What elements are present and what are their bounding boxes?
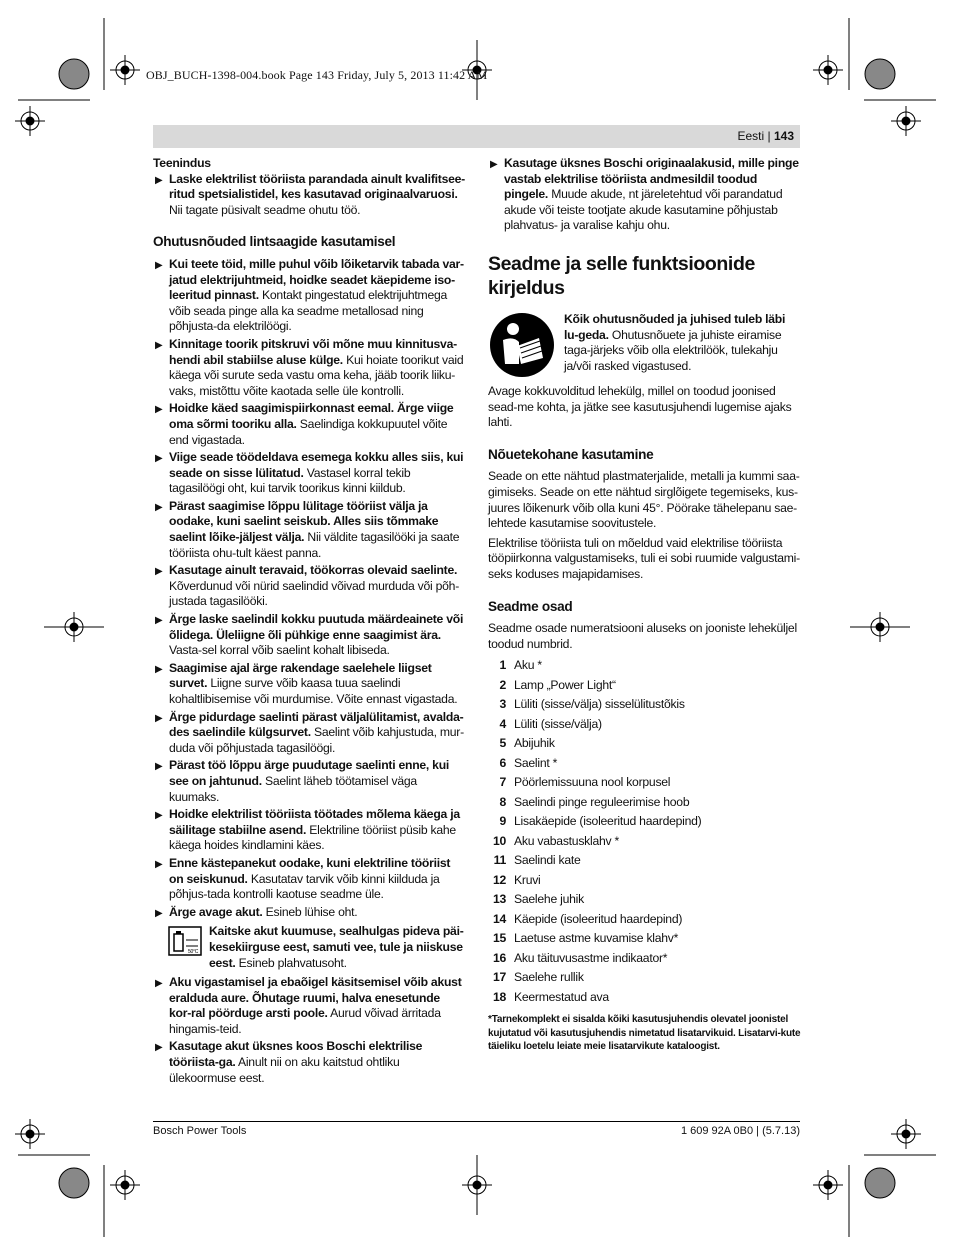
parts-intro: Seadme osade numeratsiooni aluseks on jooniste leheküljel toodud numbrid. <box>488 621 797 651</box>
item-text: Aurud võivad ärritada hingamis-teid. <box>169 1006 441 1036</box>
list-item <box>153 856 465 903</box>
item-text: Vastasel korral tekib tagasilöögi oht, kui tarvik toorikus kinni kiildub. <box>169 465 411 496</box>
part-number: 15 <box>492 931 506 946</box>
bullet-arrow-icon: ▶ <box>155 761 163 773</box>
safety-list <box>153 257 465 920</box>
battery-warning <box>167 924 465 971</box>
battery-heat-warning-icon <box>167 926 203 956</box>
part-label: Keermestatud ava <box>514 989 609 1004</box>
list-item <box>153 337 465 399</box>
part-row <box>488 812 801 832</box>
safety-list-continued <box>153 975 465 1086</box>
bullet-arrow-icon: ▶ <box>155 858 163 870</box>
header-language: Eesti <box>737 129 765 143</box>
bullet-arrow-icon: ▶ <box>155 810 163 822</box>
part-number: 18 <box>492 989 506 1004</box>
battery-warning-text <box>209 924 465 971</box>
section-title: Seadme ja selle funktsioonide kirjeldus <box>488 252 755 299</box>
bullet-arrow-icon: ▶ <box>155 404 163 416</box>
part-row <box>488 715 801 735</box>
running-header <box>737 129 794 143</box>
bullet-arrow-icon: ▶ <box>155 615 163 627</box>
item-text: Kasutatav tarvik võib kinni kiilduda ja põhjus-tada kontrolli kaotuse seadme üle. <box>169 871 440 902</box>
item-bold: Viige seade töödeldava esemega kokku alles siis, kui seade on sisse lülitatud. <box>169 450 464 480</box>
service-list <box>153 172 465 219</box>
item-text: Nii tagate püsivalt seadme ohutu töö. <box>169 202 361 217</box>
svg-text:50°C: 50°C <box>188 949 199 956</box>
part-number: 6 <box>499 755 506 770</box>
light-use-paragraph: Elektrilise tööriista tuli on mõeldud vaid elektrilise tööriista tööpiirkonna valgustamiseks, tuli ei sobi ruumide valgustami-seks koduses majapidamises. <box>488 535 800 581</box>
item-bold: Hoidke elektrilist tööriista töötades mõlema käega ja säilitage stabiilne asend. <box>169 807 460 837</box>
part-number: 3 <box>499 697 506 712</box>
item-text: Saelint läheb töötamisel väga kuumaks. <box>169 773 417 804</box>
target-mark <box>110 55 140 85</box>
part-row <box>488 949 801 969</box>
bullet-arrow-icon: ▶ <box>155 259 163 271</box>
part-row <box>488 793 801 813</box>
read-manual-icon <box>488 312 556 378</box>
part-number: 13 <box>492 892 506 907</box>
intended-use-heading: Nõuetekohane kasutamine <box>488 446 654 462</box>
intended-use-paragraph: Seade on ette nähtud plastmaterjalide, metalli ja kummi saa-gimiseks. Seade on ette nähtud sirglõigete tegemiseks, kus-juures lõikenurk võib olla kuni 45°. Pöörake tähelepanu sae-lehtede kasutamise soovitustele. <box>488 469 800 531</box>
item-text: Saelint võib kahjustuda, mur-duda või põhjustada tagasilöögi. <box>169 725 464 755</box>
part-label: Lisakäepide (isoleeritud haardepind) <box>514 814 702 829</box>
item-text: Elektriline tööriist püsib kahe käega hoides kindlamini käes. <box>169 822 456 853</box>
list-item <box>153 563 465 610</box>
parts-list <box>488 656 801 1007</box>
read-instructions-warning <box>488 312 801 378</box>
bullet-arrow-icon: ▶ <box>490 159 498 170</box>
item-bold: Enne kästepanekut oodake, kuni elektriline tööriist on seiskunud. <box>169 855 451 886</box>
part-row <box>488 754 801 774</box>
list-item <box>153 450 465 497</box>
part-label: Aku vabastusklahv * <box>514 833 619 848</box>
item-text: Ainult nii on aku kaitstud ohtliku ülekoormuse eest. <box>169 1055 400 1085</box>
left-column <box>153 156 465 1088</box>
read-warning-text <box>564 312 801 374</box>
bullet-arrow-icon: ▶ <box>155 339 163 351</box>
bullet-arrow-icon: ▶ <box>155 566 163 578</box>
item-text: Esineb lühise oht. <box>262 904 358 919</box>
list-item <box>153 905 465 921</box>
item-text: Ohutusnõuete ja juhiste eiramise taga-järjeks võib olla elektrilöök, tulekahju ja/või rasked vigastused. <box>564 327 782 373</box>
item-bold: Pärast saagimise lõppu lülitage tööriist välja ja oodake, kuni saelint seiskub. Alles siis tõmmake saelint lõike-jäljest välja. <box>169 498 439 545</box>
part-row <box>488 851 801 871</box>
part-label: Saelint * <box>514 755 558 770</box>
part-row <box>488 929 801 949</box>
part-number: 9 <box>499 814 506 829</box>
part-row <box>488 968 801 988</box>
part-label: Pöörlemissuuna nool korpusel <box>514 775 671 790</box>
part-row <box>488 695 801 715</box>
part-number: 12 <box>492 872 506 887</box>
bullet-arrow-icon: ▶ <box>155 501 163 513</box>
item-bold: Pärast töö lõppu ärge puudutage saelinti enne, kui see on jahtunud. <box>169 758 450 788</box>
part-row <box>488 890 801 910</box>
part-number: 10 <box>492 833 506 848</box>
list-item <box>153 807 465 854</box>
part-label: Laetuse astme kuvamise klahv* <box>514 931 679 946</box>
item-text: Saelindiga kokkupuutel võite end vigastada. <box>169 416 448 447</box>
part-number: 8 <box>499 794 506 809</box>
item-text: Esineb plahvatusoht. <box>235 955 347 970</box>
item-bold: Ärge laske saelindil kokku puutuda määrdeainete või õlidega. Üleliigne õli pühkige enne saagimist ära. <box>169 612 464 642</box>
part-row <box>488 910 801 930</box>
part-number: 1 <box>499 658 506 673</box>
list-item <box>153 758 465 805</box>
part-row <box>488 773 801 793</box>
part-label: Lamp „Power Light“ <box>514 677 616 692</box>
part-label: Kruvi <box>514 872 541 887</box>
item-bold: Hoidke käed saagimispiirkonnast eemal. Ärge viige oma sõrmi tooriku alla. <box>169 401 454 431</box>
part-label: Abijuhik <box>514 736 555 751</box>
part-label: Saelindi kate <box>514 853 581 868</box>
bullet-arrow-icon: ▶ <box>155 978 163 990</box>
list-item <box>153 661 465 708</box>
list-item <box>153 612 465 659</box>
list-item <box>153 401 465 448</box>
service-heading: Teenindus <box>153 156 211 170</box>
item-bold: Kasutage üksnes Boschi originaalakusid, mille pinge vastab elektrilise tööriista andmesildil toodud pingele. <box>504 156 799 202</box>
right-column <box>488 156 801 1064</box>
part-label: Lüliti (sisse/välja) <box>514 716 602 731</box>
part-label: Saelindi pinge reguleerimise hoob <box>514 794 690 809</box>
bullet-arrow-icon: ▶ <box>155 174 163 186</box>
part-row <box>488 734 801 754</box>
item-text: Muude akude, nt järeletehtud või parandatud akude või teiste tootjate akude kasutamine põhjustab plahvatus- ja varalise kahju ohu. <box>504 187 783 233</box>
item-bold: Kui teete töid, mille puhul võib lõiketarvik tabada var-jatud elektrijuhtmeid, hoidke seadet käepideme iso-leeritud pinnast. <box>169 256 464 303</box>
bullet-arrow-icon: ▶ <box>155 453 163 465</box>
list-item <box>153 257 465 335</box>
item-bold: Kõik ohutusnõuded ja juhised tuleb läbi lu-geda. <box>564 311 786 342</box>
part-number: 14 <box>492 911 506 926</box>
bullet-arrow-icon: ▶ <box>155 1042 163 1054</box>
part-row <box>488 832 801 852</box>
parts-heading: Seadme osad <box>488 598 573 614</box>
list-item <box>153 499 465 561</box>
item-bold: Laske elektrilist tööriista parandada ainult kvalifitsee-ritud spetsialistidel, kes kasutavad originaalvaruosi. <box>169 171 465 202</box>
part-label: Lüliti (sisse/välja) sisselülitustõkis <box>514 697 685 712</box>
item-text: Nii väldite tagasilööki ja saate tööriista ohu-tult käest panna. <box>169 530 460 560</box>
safety-heading: Ohutusnõuded lintsaagide kasutamisel <box>153 234 396 250</box>
part-row <box>488 988 801 1008</box>
item-bold: Ärge avage akut. <box>169 904 263 919</box>
part-number: 2 <box>499 677 506 692</box>
print-slug: OBJ_BUCH-1398-004.book Page 143 Friday, July 5, 2013 11:42 AM <box>146 68 488 82</box>
part-number: 11 <box>493 853 506 868</box>
part-number: 4 <box>499 716 506 731</box>
part-number: 16 <box>492 950 506 965</box>
item-bold: Kasutage ainult teravaid, töökorras olevaid saelinte. <box>169 563 458 578</box>
item-bold: Kinnitage toorik pitskruvi või mõne muu kinnitusva-hendi abil stabiilse aluse külge. <box>169 336 457 367</box>
intro-paragraph: Avage kokkuvolditud lehekülg, millel on toodud joonised sead-me kohta, ja jätke see kasutusjuhendi lugemise ajaks lahti. <box>488 383 792 430</box>
part-number: 7 <box>499 775 506 790</box>
bullet-arrow-icon: ▶ <box>155 712 163 724</box>
part-label: Aku täituvusastme indikaator* <box>514 950 668 965</box>
list-item <box>153 172 465 219</box>
part-number: 5 <box>499 736 506 751</box>
part-label: Saelehe rullik <box>514 970 584 985</box>
item-text: Kui hoiate toorikut vaid käega või surute seda vastu oma keha, jääb toorik liiku-vaks, mistõttu võite kaotada selle üle kontrolli. <box>169 352 464 398</box>
item-text: Kontakt pingestatud elektrijuhtmega võib seada pinge alla ka seadme metallosad ning põhjusta-da elektrilöögi. <box>169 288 448 334</box>
part-label: Aku * <box>514 658 542 673</box>
header-bar <box>153 125 800 148</box>
part-row <box>488 656 801 676</box>
item-text: Vasta-sel korral võib saelint kohalt libiseda. <box>169 643 390 658</box>
list-item <box>153 710 465 757</box>
page-number: 143 <box>773 129 794 143</box>
footer-brand: Bosch Power Tools <box>153 1125 247 1137</box>
list-item <box>488 156 801 234</box>
part-row <box>488 871 801 891</box>
part-number: 17 <box>492 970 506 985</box>
part-row <box>488 676 801 696</box>
item-bold: Aku vigastamisel ja ebaõigel käsitsemisel võib akust eralduda aure. Õhutage ruumi, halva enesetunde kor-ral pöörduge arsti poole. <box>169 975 462 1021</box>
list-item <box>153 1039 465 1086</box>
header-separator: | <box>764 129 774 143</box>
bullet-arrow-icon: ▶ <box>155 907 163 919</box>
footer-doc-number: 1 609 92A 0B0 | (5.7.13) <box>680 1125 800 1137</box>
item-bold: Ärge pidurdage saelinti pärast väljalülitamist, avalda-des saelindile külgsurvet. <box>169 709 464 740</box>
item-text: Liigne surve võib kaasa tuua saelindi kohaltlibisemise või murdumise. Võite ennast vigastada. <box>169 676 458 706</box>
item-bold: Kasutage akut üksnes koos Boschi elektrilise tööriista-ga. <box>169 1039 423 1070</box>
item-text: Kõverdunud või nürid saelindid võivad murduda või põh-justada tagasilööki. <box>169 578 460 609</box>
bullet-arrow-icon: ▶ <box>155 663 163 675</box>
footer-rule <box>153 1121 800 1122</box>
footnote: *Tarnekomplekt ei sisalda kõiki kasutusjuhendis olevatel joonistel kujutatud või kasutusjuhendis nimetatud lisatarvikuid. Lisatarvi-kute täieliku loetelu leiate meie lisatarvikute kataloogist. <box>488 1014 801 1053</box>
part-label: Saelehe juhik <box>514 892 584 907</box>
item-bold: Kaitske akut kuumuse, sealhulgas pideva päi-kesekiirguse eest, samuti vee, tule ja niiskuse eest. <box>209 924 464 970</box>
list-item <box>153 975 465 1037</box>
part-label: Käepide (isoleeritud haardepind) <box>514 911 683 926</box>
item-bold: Saagimise ajal ärge rakendage saelehele liigset survet. <box>169 660 432 691</box>
